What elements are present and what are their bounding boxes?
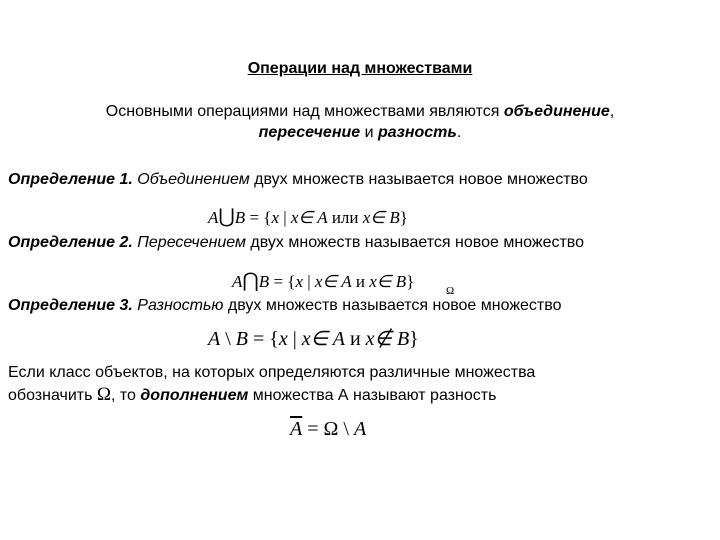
formula-condition: x∈ A xyxy=(301,328,345,350)
complement-text: множества А называют разность xyxy=(248,387,497,404)
definition-2-text: двух множеств называется новое множество xyxy=(245,234,585,251)
intersection-symbol: ⋂ xyxy=(242,270,259,292)
term-difference: разность xyxy=(377,124,457,141)
definition-1-label: Определение 1. xyxy=(8,171,133,188)
formula-conjunction: и xyxy=(344,328,366,350)
difference-symbol: \ xyxy=(220,328,236,350)
intro-line-1 xyxy=(0,103,720,121)
formula-bar: | xyxy=(278,208,291,227)
omega-symbol: Ω xyxy=(323,418,339,440)
definition-3 xyxy=(8,297,561,315)
definition-3-label: Определение 3. xyxy=(8,297,133,314)
term-complement: дополнением xyxy=(140,387,249,404)
formula-term: A xyxy=(208,328,221,350)
definition-3-text: двух множеств называется новое множество xyxy=(223,297,562,314)
complement-set: $\overline{A}$ xyxy=(290,418,303,440)
page-title: Операции над множествами xyxy=(247,60,473,77)
formula-term: A xyxy=(353,418,367,440)
formula-term: A xyxy=(232,272,243,291)
formula-close: } xyxy=(399,208,408,227)
union-symbol: ⋃ xyxy=(218,206,235,228)
formula-difference xyxy=(208,326,419,351)
omega-mark: Ω xyxy=(446,285,455,297)
formula-conjunction: или xyxy=(327,208,363,227)
definition-2 xyxy=(8,234,584,252)
omega-symbol: Ω xyxy=(96,384,112,405)
formula-equals: = { xyxy=(245,208,272,227)
formula-condition: x∉ B xyxy=(365,328,410,350)
formula-conjunction: и xyxy=(351,272,370,291)
complement-line-2 xyxy=(8,384,496,406)
intro-period: . xyxy=(456,124,462,141)
formula-term: A xyxy=(208,208,219,227)
intro-text: Основными операциями над множествами являются xyxy=(105,103,504,120)
intro-and: и xyxy=(360,124,378,141)
formula-term: B xyxy=(258,272,270,291)
formula-term: B xyxy=(235,328,248,350)
formula-condition: x∈ A xyxy=(290,208,328,227)
formula-bar: | xyxy=(302,272,315,291)
term-intersection: пересечение xyxy=(258,124,361,141)
intro-line-2 xyxy=(0,124,720,142)
formula-var: x xyxy=(278,328,288,350)
definition-2-term: Пересечением xyxy=(137,234,246,251)
formula-equals: = xyxy=(302,418,324,440)
formula-close: } xyxy=(409,328,419,350)
complement-text: , то xyxy=(111,387,141,404)
definition-1 xyxy=(8,171,588,189)
complement-text: обозначить xyxy=(8,387,97,404)
formula-close: } xyxy=(406,272,415,291)
complement-line-1: Если класс объектов, на которых определяются различные множества xyxy=(8,364,536,381)
formula-condition: x∈ B xyxy=(369,272,407,291)
formula-condition: x∈ B xyxy=(362,208,400,227)
formula-var: x xyxy=(295,272,303,291)
definition-3-term: Разностью xyxy=(137,297,224,314)
formula-condition: x∈ A xyxy=(314,272,352,291)
definition-1-term: Объединением xyxy=(137,171,250,188)
formula-equals: = { xyxy=(269,272,296,291)
difference-symbol: \ xyxy=(338,418,354,440)
definition-2-label: Определение 2. xyxy=(8,234,133,251)
formula-equals: = { xyxy=(248,328,279,350)
formula-bar: | xyxy=(287,328,302,350)
formula-intersection xyxy=(232,268,414,293)
definition-1-text: двух множеств называется новое множество xyxy=(249,171,588,188)
formula-term: B xyxy=(234,208,246,227)
formula-complement xyxy=(290,418,366,441)
term-union: объединение xyxy=(503,103,610,120)
formula-var: x xyxy=(271,208,279,227)
intro-comma: , xyxy=(609,103,615,120)
formula-union xyxy=(208,204,408,229)
